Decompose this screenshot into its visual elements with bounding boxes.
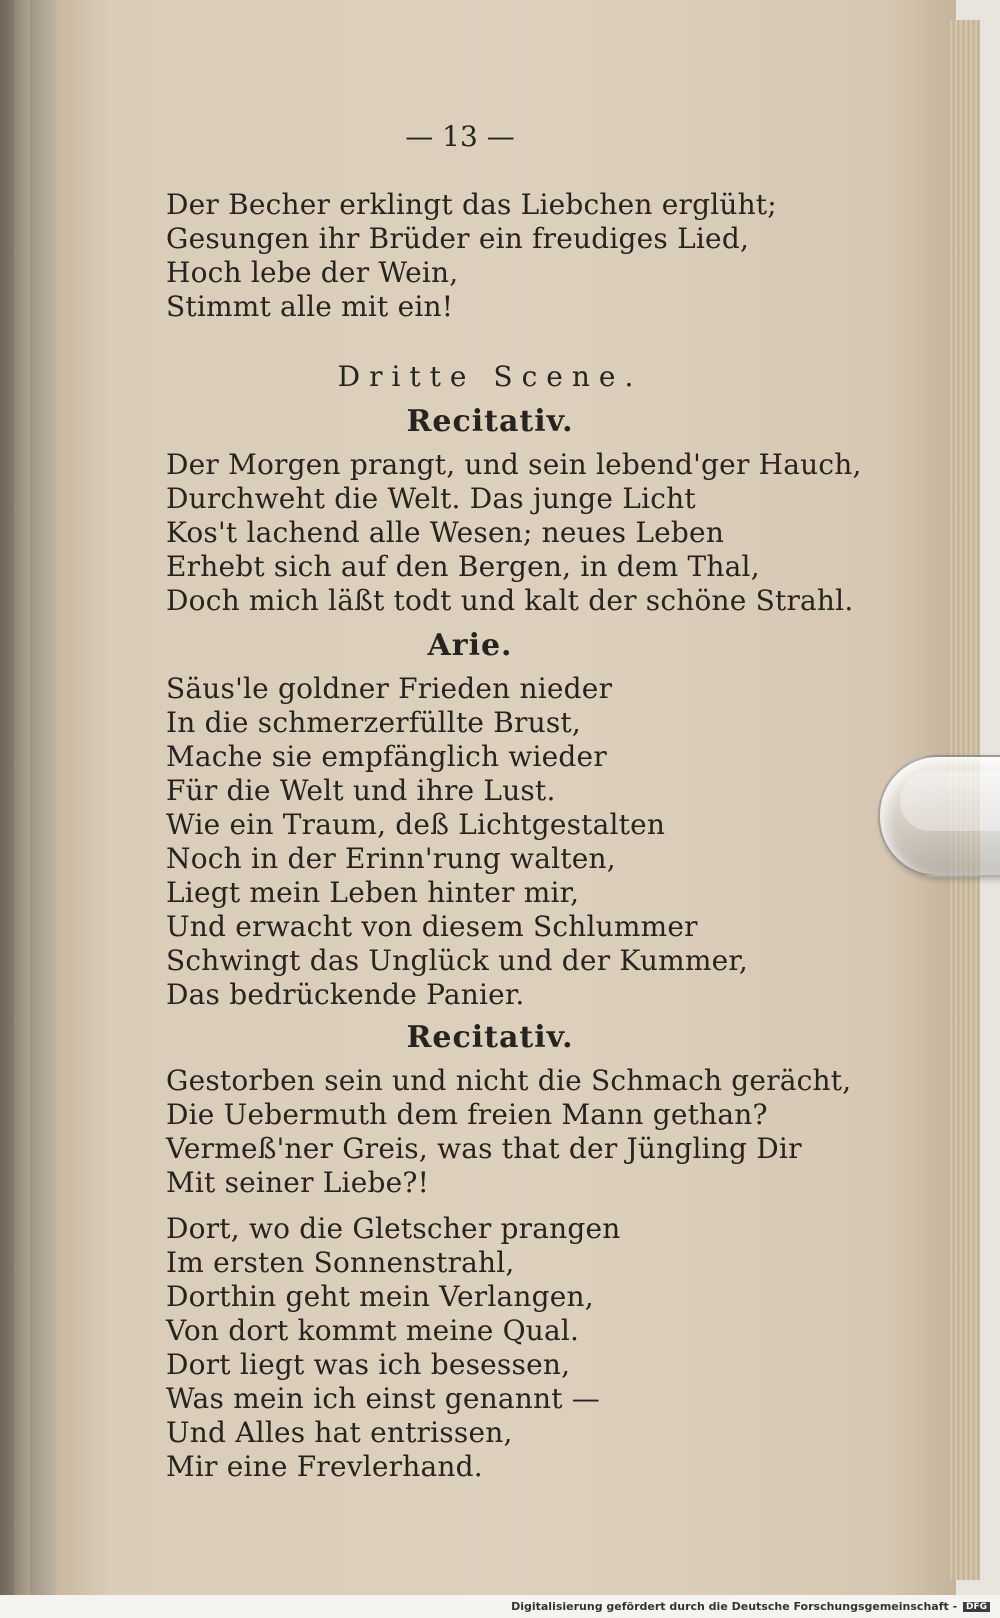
verse-line: Der Morgen prangt, und sein lebend'ger Hauch,: [166, 448, 862, 481]
verse-line: In die schmerzerfüllte Brust,: [166, 706, 581, 739]
verse-line: Dorthin geht mein Verlangen,: [166, 1280, 594, 1313]
arie-heading: Arie.: [427, 628, 513, 663]
verse-line: Gesungen ihr Brüder ein freudiges Lied,: [166, 222, 750, 255]
verse-line: Von dort kommt meine Qual.: [166, 1314, 580, 1347]
page-clip: [878, 755, 1000, 877]
verse-line: Stimmt alle mit ein!: [166, 290, 454, 323]
clip-highlight: [900, 771, 1000, 831]
verse-line: Der Becher erklingt das Liebchen erglüht;: [166, 188, 777, 221]
credit-text: Digitalisierung gefördert durch die Deutsche Forschungsgemeinschaft -: [511, 1600, 958, 1613]
verse-line: Die Uebermuth dem freien Mann gethan?: [166, 1098, 768, 1131]
verse-line: Und erwacht von diesem Schlummer: [166, 910, 698, 943]
verse-line: Mir eine Frevlerhand.: [166, 1450, 483, 1483]
spine-shadow: [14, 0, 30, 1618]
recitativ-2: [166, 1064, 851, 1200]
verse-line: Dort liegt was ich besessen,: [166, 1348, 571, 1381]
verse-line: Hoch lebe der Wein,: [166, 256, 459, 289]
dfg-logo: DFG: [963, 1602, 990, 1612]
verse-line: Mit seiner Liebe?!: [166, 1166, 430, 1199]
arie: [166, 672, 748, 1012]
verse-line: Und Alles hat entrissen,: [166, 1416, 513, 1449]
verse-line: Wie ein Traum, deß Lichtgestalten: [166, 808, 666, 841]
digitization-credit: [511, 1600, 990, 1613]
verse-line: Schwingt das Unglück und der Kummer,: [166, 944, 748, 977]
verse-line: Vermeß'ner Greis, was that der Jüngling Dir: [166, 1132, 802, 1165]
page-number: — 13 —: [405, 120, 515, 153]
verse-line: Durchweht die Welt. Das junge Licht: [166, 482, 696, 515]
verse-line: Mache sie empfänglich wieder: [166, 740, 607, 773]
verse-line: Kos't lachend alle Wesen; neues Leben: [166, 516, 725, 549]
verse-line: Was mein ich einst genannt —: [166, 1382, 601, 1415]
verse-line: Erhebt sich auf den Bergen, in dem Thal,: [166, 550, 760, 583]
recitativ-heading: Recitativ.: [406, 404, 574, 439]
verse-line: Dort, wo die Gletscher prangen: [166, 1212, 621, 1245]
stanza-1: [166, 188, 777, 324]
verse-line: Im ersten Sonnenstrahl,: [166, 1246, 515, 1279]
verse-line: Doch mich läßt todt und kalt der schöne Strahl.: [166, 584, 854, 617]
verse-line: Liegt mein Leben hinter mir,: [166, 876, 580, 909]
scene-heading: Dritte Scene.: [337, 360, 643, 393]
verse-line: Das bedrückende Panier.: [166, 978, 525, 1011]
verse-line: Noch in der Erinn'rung walten,: [166, 842, 616, 875]
recitativ-heading: Recitativ.: [406, 1020, 574, 1055]
verse-line: Für die Welt und ihre Lust.: [166, 774, 556, 807]
verse-line: Gestorben sein und nicht die Schmach gerächt,: [166, 1064, 852, 1097]
stanza-2: [166, 1212, 620, 1484]
verse-line: Säus'le goldner Frieden nieder: [166, 672, 613, 705]
book-spine: [0, 0, 60, 1618]
recitativ-1: [166, 448, 862, 618]
